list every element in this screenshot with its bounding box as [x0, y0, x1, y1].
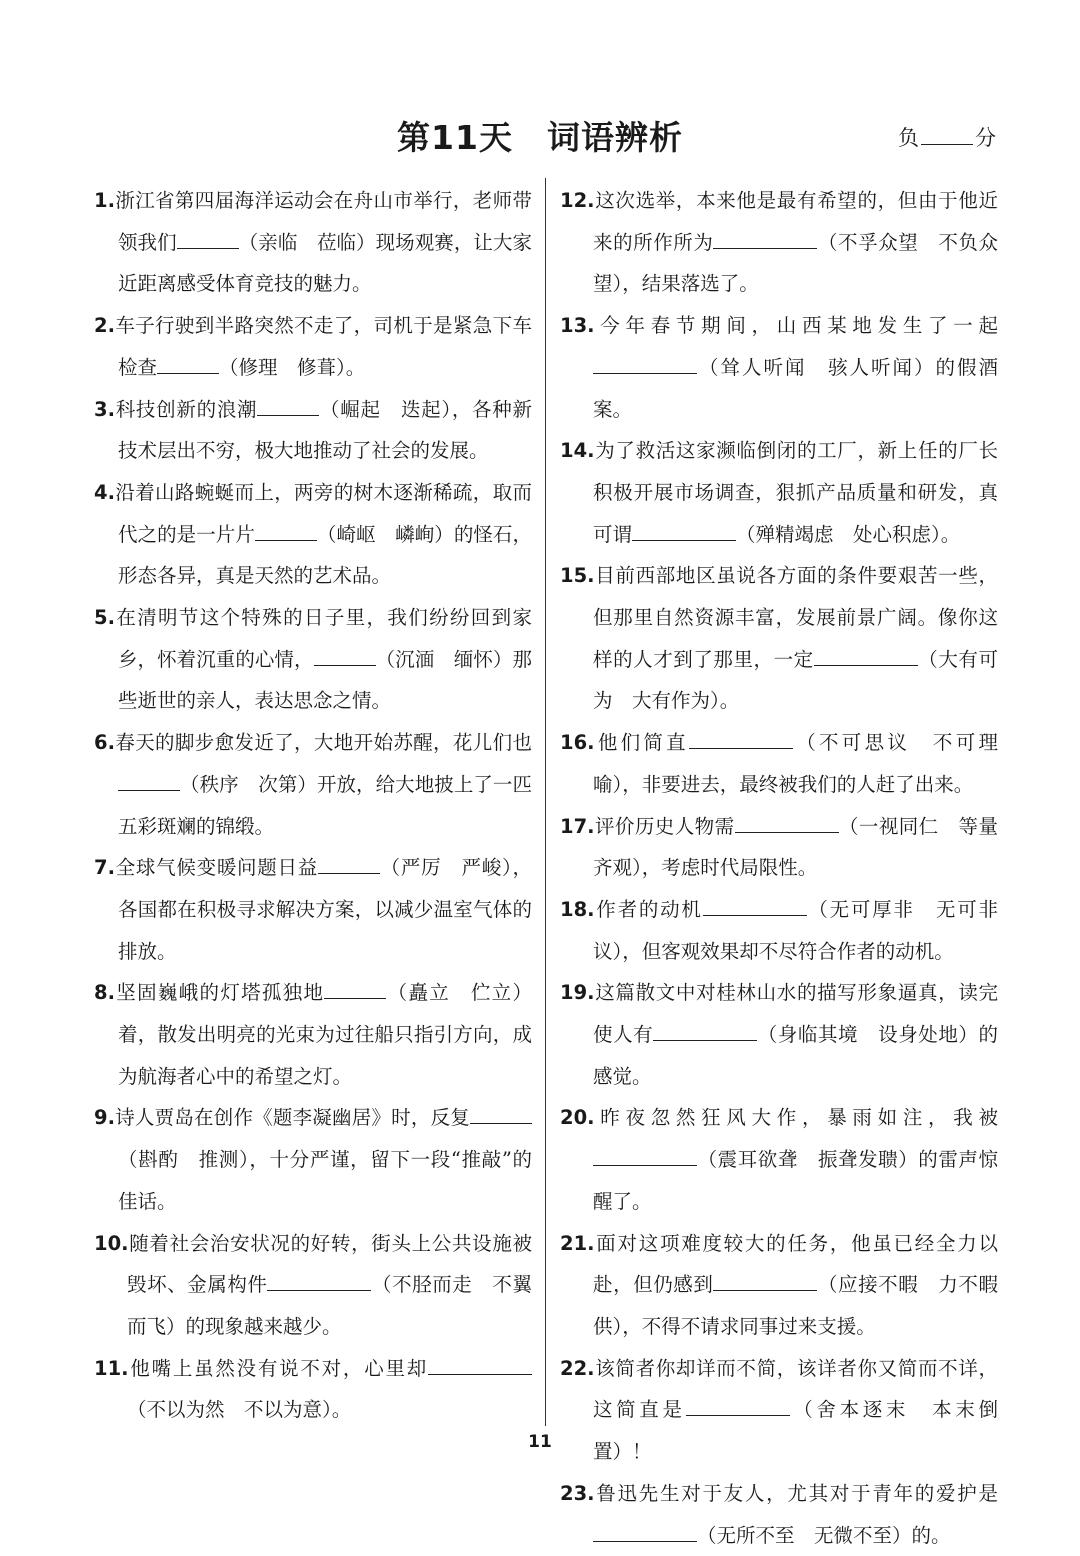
- answer-blank[interactable]: [593, 1519, 697, 1542]
- score-prefix: 负: [898, 126, 919, 150]
- question-16: 16.他们简直 （不可思议 不可理喻），非要进去，最终被我们的人赶了出来。: [560, 722, 998, 805]
- answer-blank[interactable]: [157, 351, 219, 374]
- score-box: [898, 122, 996, 152]
- answer-blank[interactable]: [470, 1101, 532, 1124]
- question-11: 11.他嘴上虽然没有说不对，心里却（不以为然 不以为意）。: [94, 1348, 532, 1431]
- answer-blank[interactable]: [118, 768, 180, 791]
- score-suffix: 分: [975, 126, 996, 150]
- question-14: 14.为了救活这家濒临倒闭的工厂，新上任的厂长积极开展市场调查，狠抓产品质量和研发，真可谓 （殚精竭虑 处心积虑）。: [560, 439, 998, 546]
- question-4: 4.沿着山路蜿蜒而上，两旁的树木逐渐稀疏，取而代之的是一片片 （崎岖 嶙峋）的怪石，形态各异，真是天然的艺术品。: [94, 480, 532, 588]
- answer-blank[interactable]: [318, 851, 380, 874]
- answer-blank[interactable]: [713, 1268, 817, 1291]
- page-number: 11: [528, 1432, 552, 1452]
- answer-blank[interactable]: [814, 643, 918, 666]
- left-column: [94, 180, 532, 1431]
- answer-blank[interactable]: [632, 518, 736, 541]
- answer-blank[interactable]: [177, 226, 239, 249]
- question-10: 10.随着社会治安状况的好转，街头上公共设施被毁坏、金属构件 （不胫而走 不翼而飞）的现象越来越少。: [94, 1231, 532, 1338]
- question-18: 18.作者的动机 （无可厚非 无可非议），但客观效果却不尽符合作者的动机。: [560, 889, 998, 972]
- answer-blank[interactable]: [689, 726, 793, 749]
- question-19: 19.这篇散文中对桂林山水的描写形象逼真，读完使人有 （身临其境 设身处地）的感觉。: [560, 981, 998, 1088]
- page-header: [0, 112, 1080, 162]
- question-22: 22.该简者你却详而不简，该详者你又简而不详，这简直是 （舍本逐末 本末倒置）！: [560, 1356, 998, 1464]
- page-title: 第11天 词语辨析: [397, 118, 683, 157]
- answer-blank[interactable]: [324, 976, 386, 999]
- answer-blank[interactable]: [267, 1268, 371, 1291]
- question-6: 6.春天的脚步愈发近了，大地开始苏醒，花儿们也（秩序 次第）开放，给大地披上了一匹五彩斑斓的锦缎。: [94, 731, 532, 838]
- question-5: 5.在清明节这个特殊的日子里，我们纷纷回到家乡，怀着沉重的心情， （沉湎 缅怀）那些逝世的亲人，表达思念之情。: [94, 606, 532, 713]
- score-blank[interactable]: [921, 124, 973, 145]
- right-column: [560, 180, 998, 1556]
- question-17: 17.评价历史人物需 （一视同仁 等量齐观），考虑时代局限性。: [560, 806, 998, 889]
- answer-blank[interactable]: [703, 893, 807, 916]
- question-7: 7.全球气候变暖问题日益 （严厉 严峻），各国都在积极寻求解决方案，以减少温室气体的排放。: [94, 847, 532, 972]
- answer-blank[interactable]: [257, 393, 319, 416]
- question-20: 20.昨夜忽然狂风大作，暴雨如注，我被（震耳欲聋 振聋发聩）的雷声惊醒了。: [560, 1106, 998, 1213]
- question-8: 8.坚固巍峨的灯塔孤独地 （矗立 伫立）着，散发出明亮的光束为过往船只指引方向，成为航海者心中的希望之灯。: [94, 972, 532, 1097]
- question-15: 15.目前西部地区虽说各方面的条件要艰苦一些，但那里自然资源丰富，发展前景广阔。像你这样的人才到了那里，一定 （大有可为 大有作为）。: [560, 564, 998, 713]
- question-1: 1.浙江省第四届海洋运动会在舟山市举行，老师带领我们 （亲临 莅临）现场观赛，让大家近距离感受体育竞技的魅力。: [94, 189, 532, 296]
- answer-blank[interactable]: [428, 1352, 532, 1375]
- question-21: 21.面对这项难度较大的任务，他虽已经全力以赴，但仍感到 （应接不暇 力不暇供），不得不请求同事过来支援。: [560, 1231, 998, 1338]
- answer-blank[interactable]: [653, 1018, 757, 1041]
- question-3: 3.科技创新的浪潮 （崛起 迭起），各种新技术层出不穷，极大地推动了社会的发展。: [94, 389, 532, 472]
- column-divider: [545, 178, 546, 1426]
- question-13: 13.今年春节期间，山西某地发生了一起（耸人听闻 骇人听闻）的假酒案。: [560, 314, 998, 421]
- answer-blank[interactable]: [593, 1143, 697, 1166]
- answer-blank[interactable]: [314, 643, 376, 666]
- question-12: 12.这次选举，本来他是最有希望的，但由于他近来的所作所为 （不孚众望 不负众望），结果落选了。: [560, 189, 998, 296]
- answer-blank[interactable]: [255, 518, 317, 541]
- answer-blank[interactable]: [713, 226, 817, 249]
- question-23: 23.鲁迅先生对于友人，尤其对于青年的爱护是（无所不至 无微不至）的。: [560, 1481, 998, 1547]
- answer-blank[interactable]: [686, 1393, 790, 1416]
- answer-blank[interactable]: [735, 810, 839, 833]
- question-9: 9.诗人贾岛在创作《题李凝幽居》时，反复（斟酌 推测），十分严谨，留下一段“推敲”的佳话。: [94, 1097, 532, 1222]
- answer-blank[interactable]: [593, 351, 697, 374]
- question-2: 2.车子行驶到半路突然不走了，司机于是紧急下车检查 （修理 修葺）。: [94, 314, 532, 379]
